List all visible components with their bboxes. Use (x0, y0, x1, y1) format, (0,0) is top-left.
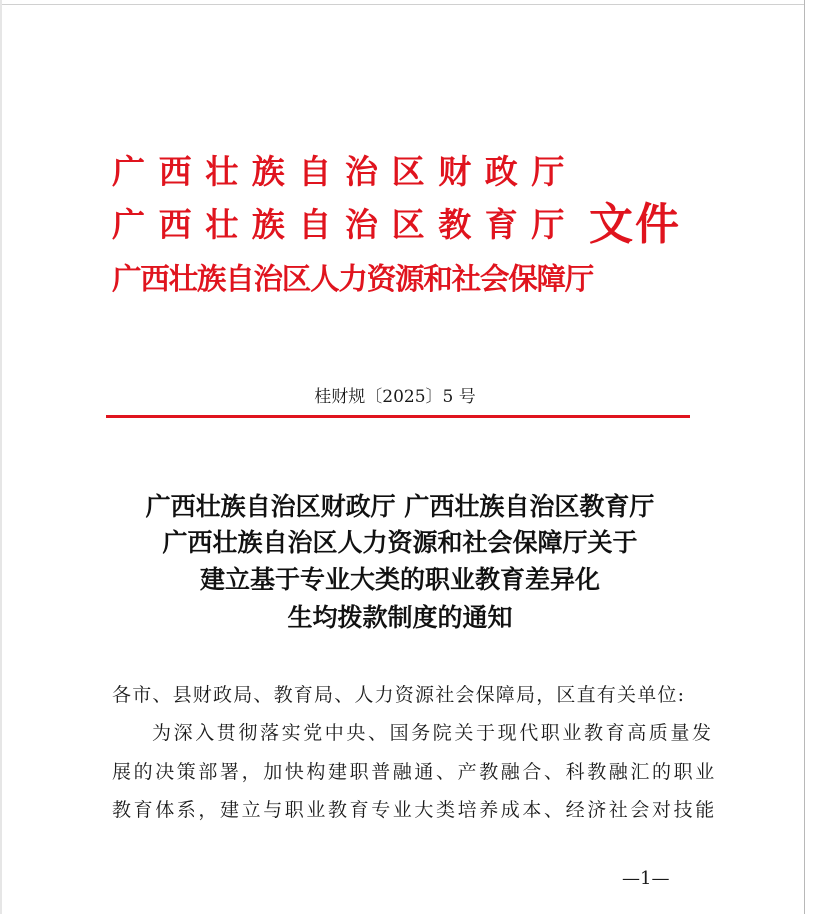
paragraph-line: 展的决策部署，加快构建职普融通、产教融合、科教融汇的职业 (112, 761, 717, 783)
document-title-line: 广西壮族自治区人力资源和社会保障厅关于 (162, 528, 638, 557)
paragraph-line: 教育体系，建立与职业教育专业大类培养成本、经济社会对技能 (112, 799, 717, 821)
document-number: 桂财规〔2025〕5 号 (314, 387, 476, 407)
red-divider-line (106, 415, 690, 418)
paragraph-line: 为深入贯彻落实党中央、国务院关于现代职业教育高质量发 (152, 722, 714, 744)
document-title-line: 广西壮族自治区财政厅 广西壮族自治区教育厅 (145, 492, 655, 521)
document-type-label: 文件 (589, 199, 681, 250)
issuer-finance-dept: 广西壮族自治区财政厅 (112, 152, 578, 191)
page-number: —1— (622, 868, 670, 889)
issuer-education-dept: 广西壮族自治区教育厅 (112, 205, 578, 244)
issuer-hr-social-security-dept: 广西壮族自治区人力资源和社会保障厅 (112, 261, 594, 296)
document-title-line: 生均拨款制度的通知 (287, 603, 513, 632)
scan-edge-left (0, 0, 2, 914)
salutation: 各市、县财政局、教育局、人力资源社会保障局，区直有关单位: (112, 684, 686, 706)
scan-edge-top (0, 0, 806, 5)
scan-edge-right (804, 0, 819, 914)
document-title-line: 建立基于专业大类的职业教育差异化 (199, 565, 600, 594)
